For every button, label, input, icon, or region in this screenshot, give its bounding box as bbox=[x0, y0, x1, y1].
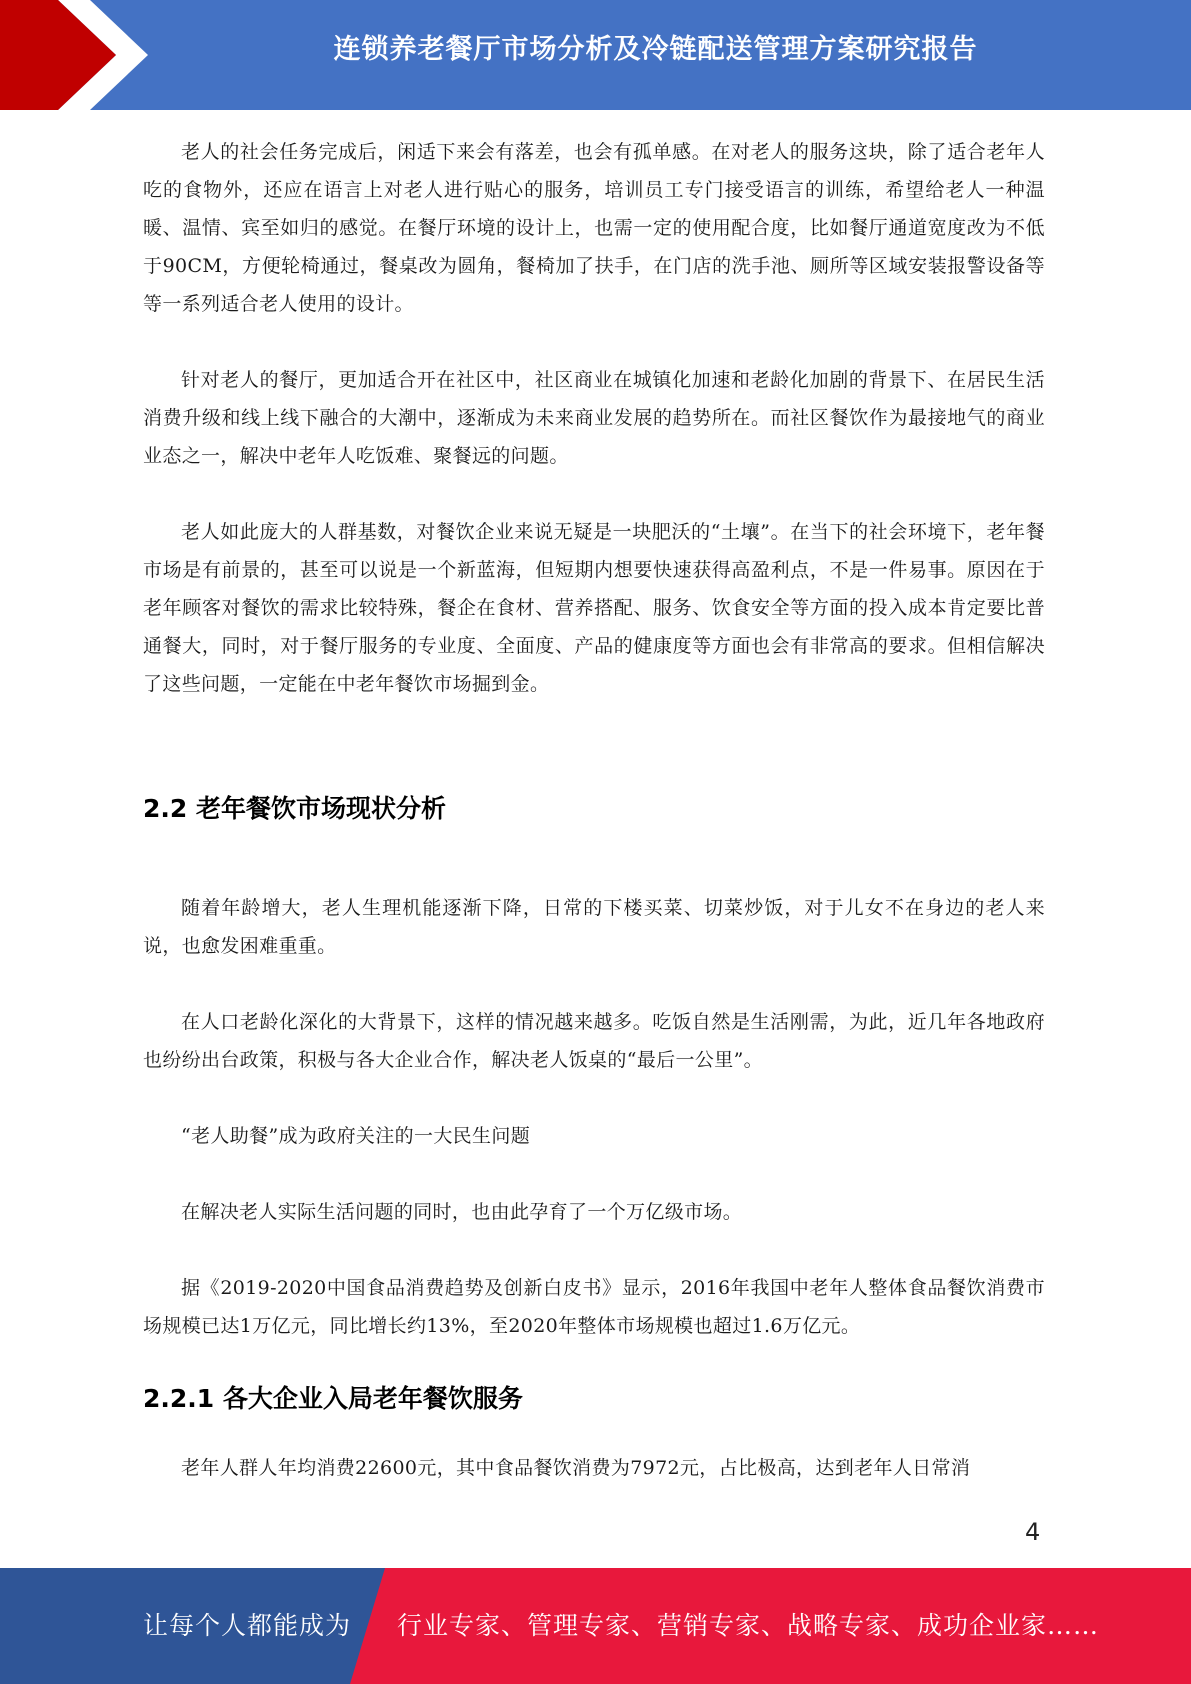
paragraph: 在人口老龄化深化的大背景下，这样的情况越来越多。吃饭自然是生活刚需，为此，近几年各地政府也纷纷出台政策，积极与各大企业合作，解决老人饭桌的“最后一公里”。 bbox=[143, 1011, 1045, 1071]
paragraph: 据《2019-2020中国食品消费趋势及创新白皮书》显示，2016年我国中老年人整体食品餐饮消费市场规模已达1万亿元，同比增长约13%，至2020年整体市场规模也超过1.6万亿元。 bbox=[143, 1277, 1045, 1337]
paragraph: 老人如此庞大的人群基数，对餐饮企业来说无疑是一块肥沃的“土壤”。在当下的社会环境下，老年餐市场是有前景的，甚至可以说是一个新蓝海，但短期内想要快速获得高盈利点，不是一件易事。原因在于老年顾客对餐饮的需求比较特殊，餐企在食材、营养搭配、服务、饮食安全等方面的投入成本肯定要比普通餐大，同时，对于餐厅服务的专业度、全面度、产品的健康度等方面也会有非常高的要求。但相信解决了这些问题，一定能在中老年餐饮市场掘到金。 bbox=[143, 521, 1045, 695]
paragraph: 老年人群人年均消费22600元，其中食品餐饮消费为7972元，占比极高，达到老年人日常消 bbox=[181, 1457, 971, 1479]
paragraph: 在解决老人实际生活问题的同时，也由此孕育了一个万亿级市场。 bbox=[181, 1201, 743, 1223]
page-header bbox=[0, 0, 1191, 110]
footer-slogan-left: 让每个人都能成为 bbox=[143, 1611, 352, 1640]
page-footer bbox=[0, 1568, 1191, 1684]
section-heading-2-2-1: 2.2.1 各大企业入局老年餐饮服务 bbox=[143, 1384, 523, 1413]
report-title: 连锁养老餐厅市场分析及冷链配送管理方案研究报告 bbox=[333, 34, 978, 65]
paragraph: “老人助餐”成为政府关注的一大民生问题 bbox=[181, 1125, 531, 1147]
footer-slogan-right: 行业专家、管理专家、营销专家、战略专家、成功企业家…… bbox=[397, 1611, 1100, 1640]
paragraph: 针对老人的餐厅，更加适合开在社区中，社区商业在城镇化加速和老龄化加剧的背景下、在居民生活消费升级和线上线下融合的大潮中，逐渐成为未来商业发展的趋势所在。而社区餐饮作为最接地气的商业业态之一，解决中老年人吃饭难、聚餐远的问题。 bbox=[143, 369, 1045, 467]
page-content bbox=[143, 133, 1045, 1487]
page-number: 4 bbox=[1025, 1518, 1041, 1546]
section-heading-2-2: 2.2 老年餐饮市场现状分析 bbox=[143, 794, 446, 823]
paragraph: 老人的社会任务完成后，闲适下来会有落差，也会有孤单感。在对老人的服务这块，除了适合老年人吃的食物外，还应在语言上对老人进行贴心的服务，培训员工专门接受语言的训练，希望给老人一种温暖、温情、宾至如归的感觉。在餐厅环境的设计上，也需一定的使用配合度，比如餐厅通道宽度改为不低于90CM，方便轮椅通过，餐桌改为圆角，餐椅加了扶手，在门店的洗手池、厕所等区域安装报警设备等等一系列适合老人使用的设计。 bbox=[143, 141, 1045, 315]
paragraph: 随着年龄增大，老人生理机能逐渐下降，日常的下楼买菜、切菜炒饭，对于儿女不在身边的老人来说，也愈发困难重重。 bbox=[143, 897, 1045, 957]
